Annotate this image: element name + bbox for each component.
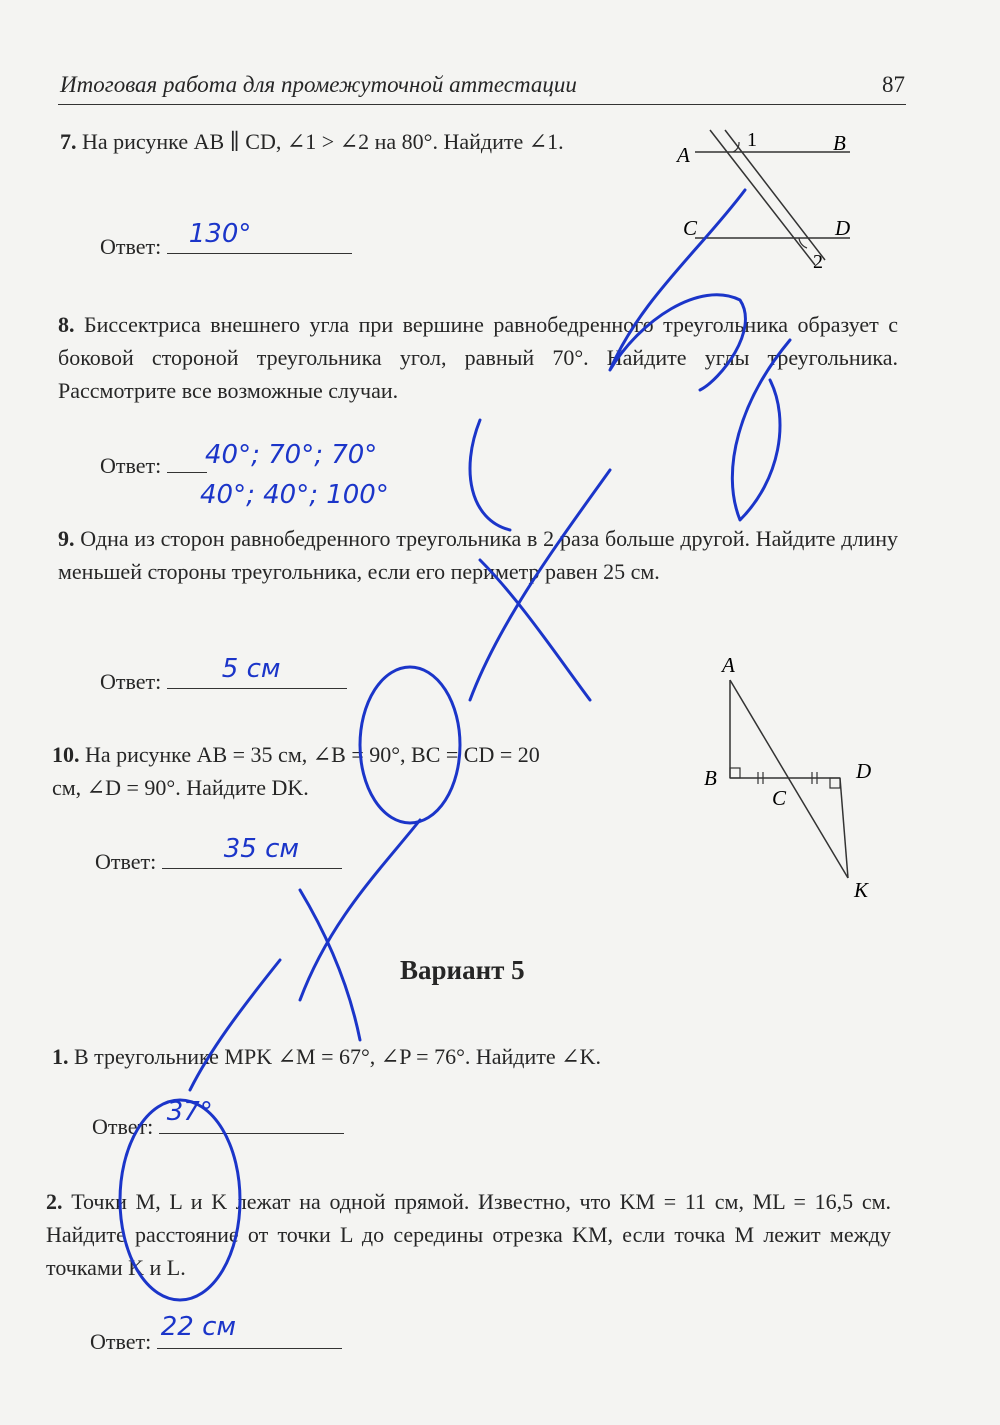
page-header xyxy=(60,72,905,98)
label-c: C xyxy=(772,786,787,810)
answer-line[interactable] xyxy=(159,1097,344,1134)
answer-9 xyxy=(100,654,347,695)
handwritten-answer-2: 40°; 40°; 100° xyxy=(200,480,389,510)
transversal xyxy=(710,130,815,265)
answer-line[interactable] xyxy=(167,654,347,689)
handwritten-answer: 130° xyxy=(188,219,252,249)
handwritten-answer: 35 см xyxy=(223,834,300,864)
label-a: A xyxy=(677,143,690,167)
figure-parallel-lines xyxy=(665,120,865,280)
label-angle-1: 1 xyxy=(747,129,757,151)
answer-line[interactable] xyxy=(167,219,352,254)
answer-label: Ответ: xyxy=(92,1114,154,1139)
variant-problem-1 xyxy=(52,1040,892,1073)
label-c: C xyxy=(683,216,698,240)
handwritten-answer: 37° xyxy=(166,1097,213,1127)
header-divider xyxy=(58,104,906,105)
handwritten-answer-1: 40°; 70°; 70° xyxy=(205,440,378,470)
answer-v2 xyxy=(90,1312,342,1355)
answer-label: Ответ: xyxy=(90,1329,152,1354)
label-angle-2: 2 xyxy=(813,251,823,273)
scribble-stroke xyxy=(470,420,510,530)
label-d: D xyxy=(835,216,851,240)
problem-number: 8. xyxy=(58,312,75,337)
problem-7 xyxy=(60,125,620,158)
problem-number: 1. xyxy=(52,1044,69,1069)
problem-text: На рисунке AB ∥ CD, ∠1 > ∠2 на 80°. Найдите ∠1. xyxy=(82,129,564,154)
problem-number: 2. xyxy=(46,1189,63,1214)
problem-text: Биссектриса внешнего угла при вершине равнобедренного треугольника образует с боковой стороной треугольника угол, равный 70°. Найдите углы треугольника. Рассмотрите все возможные случаи. xyxy=(58,312,898,403)
answer-line[interactable] xyxy=(162,834,342,869)
label-d: D xyxy=(856,759,872,783)
answer-label: Ответ: xyxy=(100,453,162,478)
header-title: Итоговая работа для промежуточной аттестации xyxy=(60,72,577,97)
problem-number: 10. xyxy=(52,742,80,767)
variant-problem-2 xyxy=(46,1185,891,1284)
answer-line[interactable] xyxy=(167,452,207,473)
answer-7 xyxy=(100,219,352,260)
problem-text: На рисунке AB = 35 см, ∠B = 90°, BC = CD = 20 см, ∠D = 90°. Найдите DK. xyxy=(52,742,540,800)
label-b: B xyxy=(833,131,846,155)
page-number: 87 xyxy=(882,72,905,97)
figure-triangles xyxy=(690,650,890,910)
answer-label: Ответ: xyxy=(100,669,162,694)
problem-text: Одна из сторон равнобедренного треугольника в 2 раза больше другой. Найдите длину меньшей стороны треугольника, если его периметр равен 25 см. xyxy=(58,526,899,584)
problem-number: 7. xyxy=(60,129,77,154)
handwritten-answer: 22 см xyxy=(160,1312,237,1342)
answer-label: Ответ: xyxy=(100,234,162,259)
label-k: K xyxy=(854,878,869,902)
problem-number: 9. xyxy=(58,526,75,551)
problem-10 xyxy=(52,738,572,804)
handwritten-answer: 5 см xyxy=(221,654,281,684)
problem-8 xyxy=(58,308,898,407)
problem-9 xyxy=(58,522,898,588)
problem-text: Точки M, L и K лежат на одной прямой. Известно, что KM = 11 см, ML = 16,5 см. Найдите расстояние от точки L до середины отрезка KM, если точка M лежит между точками K и L. xyxy=(46,1189,892,1280)
label-b: B xyxy=(704,766,717,790)
answer-label: Ответ: xyxy=(95,849,157,874)
answer-line[interactable] xyxy=(157,1312,342,1349)
answer-10 xyxy=(95,834,342,875)
variant-title: Вариант 5 xyxy=(400,955,525,985)
answer-v1 xyxy=(92,1097,344,1140)
label-a: A xyxy=(722,653,735,677)
answer-8 xyxy=(100,452,207,479)
problem-text: В треугольнике MPK ∠M = 67°, ∠P = 76°. Найдите ∠K. xyxy=(74,1044,601,1069)
transversal-2 xyxy=(725,130,825,260)
